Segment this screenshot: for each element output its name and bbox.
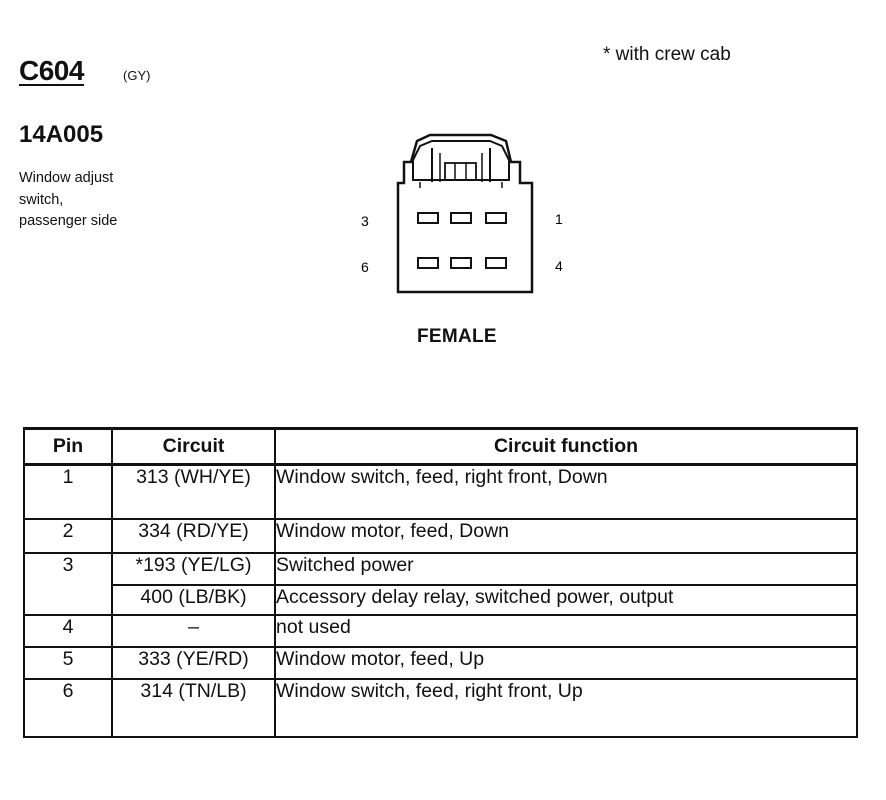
- description-line-3: passenger side: [19, 213, 118, 229]
- cavity-pin-6: [418, 258, 438, 268]
- row-function: Window motor, feed, Up: [275, 647, 857, 679]
- row-pin: 1: [24, 465, 112, 520]
- table-row: [24, 679, 857, 737]
- cavity-pin-1: [486, 213, 506, 223]
- pin-label-1: 1: [555, 211, 563, 227]
- table-row: [24, 553, 857, 585]
- pin-cavities: [418, 213, 506, 268]
- row-function: Accessory delay relay, switched power, output: [275, 585, 857, 615]
- cavity-pin-4: [486, 258, 506, 268]
- row-circuit: 313 (WH/YE): [112, 465, 275, 520]
- row-pin: 5: [24, 647, 112, 679]
- connector-gender: FEMALE: [417, 326, 497, 347]
- row-function: Window motor, feed, Down: [275, 519, 857, 553]
- description-line-2: switch,: [19, 191, 64, 208]
- cavity-pin-3: [418, 213, 438, 223]
- row-function: not used: [275, 615, 857, 647]
- table-row: [24, 585, 857, 615]
- row-pin: 3: [24, 553, 112, 615]
- table-row: [24, 465, 857, 520]
- table-row: [24, 647, 857, 679]
- crew-cab-footnote: * with crew cab: [603, 44, 731, 65]
- row-function: Window switch, feed, right front, Down: [275, 465, 857, 520]
- pin-label-4: 4: [555, 258, 563, 274]
- pin-label-3: 3: [361, 213, 369, 229]
- header-circuit-function: Circuit function: [275, 429, 857, 465]
- table-header-row: [24, 429, 857, 465]
- row-circuit: 400 (LB/BK): [112, 585, 275, 615]
- row-circuit: 334 (RD/YE): [112, 519, 275, 553]
- row-circuit: *193 (YE/LG): [112, 553, 275, 585]
- cavity-pin-5: [451, 258, 471, 268]
- cavity-pin-2: [451, 213, 471, 223]
- table-row: [24, 519, 857, 553]
- row-function: Switched power: [275, 553, 857, 585]
- row-circuit: 314 (TN/LB): [112, 679, 275, 737]
- row-function: Window switch, feed, right front, Up: [275, 679, 857, 737]
- row-pin: 4: [24, 615, 112, 647]
- row-circuit: 333 (YE/RD): [112, 647, 275, 679]
- pinout-table: [23, 427, 858, 738]
- table-row: [24, 615, 857, 647]
- description-line-1: Window adjust: [19, 170, 114, 186]
- connector-color: (GY): [123, 68, 151, 83]
- row-pin: 2: [24, 519, 112, 553]
- part-number: 14A005: [19, 121, 104, 148]
- header-pin: Pin: [24, 429, 112, 465]
- connector-id: C604: [19, 55, 84, 86]
- pin-label-6: 6: [361, 259, 369, 275]
- row-circuit: –: [112, 615, 275, 647]
- row-pin: 6: [24, 679, 112, 737]
- header-circuit: Circuit: [112, 429, 275, 465]
